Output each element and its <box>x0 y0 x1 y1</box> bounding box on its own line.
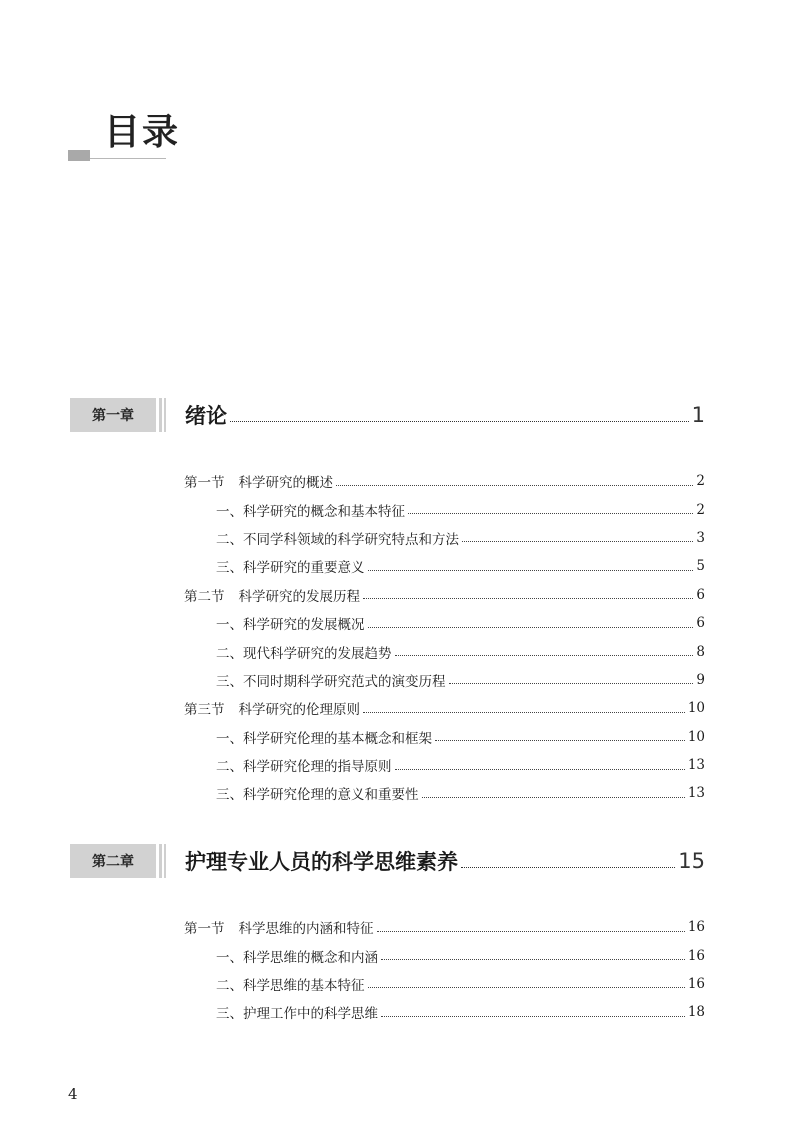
page-title: 目录 <box>104 112 181 153</box>
chapter-1-entries <box>184 467 705 808</box>
subsection-title: 二、现代科学研究的发展趋势 <box>216 645 392 662</box>
subsection-title: 一、科学研究的发展概况 <box>216 617 365 634</box>
dot-leader <box>377 931 685 932</box>
subsection-title: 一、科学思维的概念和内涵 <box>216 949 378 966</box>
page-number: 4 <box>68 1085 78 1103</box>
section-title: 科学研究的发展历程 <box>238 588 360 605</box>
section-number: 第一节 <box>184 475 225 492</box>
toc-page-number: 18 <box>687 1004 705 1021</box>
dot-leader <box>395 655 694 656</box>
toc-subsection[interactable] <box>184 998 705 1026</box>
chapter-2-entries <box>184 913 705 1027</box>
dot-leader <box>461 867 675 868</box>
section-title: 科学思维的内涵和特征 <box>238 921 374 938</box>
toc-page-number: 2 <box>696 473 705 490</box>
toc-subsection[interactable] <box>184 495 705 523</box>
subsection-title: 三、科学研究伦理的意义和重要性 <box>216 787 419 804</box>
subsection-title: 一、科学研究的概念和基本特征 <box>216 503 405 520</box>
section-number: 第二节 <box>184 588 225 605</box>
badge-stripe <box>159 398 162 432</box>
toc-section[interactable] <box>184 581 705 609</box>
chapter-title: 护理专业人员的科学思维素养 <box>185 850 458 874</box>
toc-subsection[interactable] <box>184 970 705 998</box>
title-decoration-block <box>68 150 90 161</box>
dot-leader <box>230 421 689 422</box>
subsection-title: 三、科学研究的重要意义 <box>216 560 365 577</box>
toc-subsection[interactable] <box>184 609 705 637</box>
toc-section[interactable] <box>184 694 705 722</box>
dot-leader <box>395 769 685 770</box>
subsection-title: 二、不同学科领域的科学研究特点和方法 <box>216 531 459 548</box>
dot-leader <box>336 485 693 486</box>
dot-leader <box>368 570 694 571</box>
toc-subsection[interactable] <box>184 751 705 779</box>
dot-leader <box>449 683 694 684</box>
section-title: 科学研究的伦理原则 <box>238 702 360 719</box>
dot-leader <box>435 740 685 741</box>
toc-page-number: 2 <box>696 501 705 518</box>
subsection-title: 三、护理工作中的科学思维 <box>216 1006 378 1023</box>
chapter-2-heading[interactable] <box>70 844 705 880</box>
toc-page-number: 5 <box>696 558 705 575</box>
title-decoration-line <box>90 158 166 159</box>
dot-leader <box>422 797 685 798</box>
subsection-title: 三、不同时期科学研究范式的演变历程 <box>216 673 446 690</box>
toc-page-number: 8 <box>696 643 705 660</box>
dot-leader <box>381 1016 685 1017</box>
toc-page-number: 10 <box>687 728 705 745</box>
badge-stripe <box>164 844 166 878</box>
dot-leader <box>363 598 693 599</box>
dot-leader <box>408 513 693 514</box>
toc-page-number: 16 <box>687 919 705 936</box>
chapter-page-number: 1 <box>691 403 705 427</box>
toc-subsection[interactable] <box>184 637 705 665</box>
toc-page-number: 13 <box>687 757 705 774</box>
toc-section[interactable] <box>184 913 705 941</box>
chapter-badge: 第二章 <box>70 844 156 878</box>
toc-page-number: 10 <box>687 700 705 717</box>
chapter-badge: 第一章 <box>70 398 156 432</box>
toc-page-number: 6 <box>696 615 705 632</box>
toc-section[interactable] <box>184 467 705 495</box>
dot-leader <box>368 627 694 628</box>
chapter-title: 绪论 <box>185 404 227 428</box>
toc-subsection[interactable] <box>184 779 705 807</box>
toc-subsection[interactable] <box>184 941 705 969</box>
badge-stripe <box>164 398 166 432</box>
toc-page-number: 3 <box>696 529 705 546</box>
toc-subsection[interactable] <box>184 552 705 580</box>
subsection-title: 二、科学思维的基本特征 <box>216 977 365 994</box>
chapter-page-number: 15 <box>678 849 705 873</box>
chapter-1-heading[interactable] <box>70 398 705 434</box>
subsection-title: 二、科学研究伦理的指导原则 <box>216 759 392 776</box>
toc-page-number: 16 <box>687 947 705 964</box>
toc-subsection[interactable] <box>184 723 705 751</box>
badge-stripe <box>159 844 162 878</box>
section-title: 科学研究的概述 <box>238 475 333 492</box>
dot-leader <box>462 541 693 542</box>
section-number: 第三节 <box>184 702 225 719</box>
toc-page-number: 13 <box>687 785 705 802</box>
dot-leader <box>363 712 685 713</box>
toc-subsection[interactable] <box>184 666 705 694</box>
toc-subsection[interactable] <box>184 524 705 552</box>
toc-page-number: 6 <box>696 586 705 603</box>
toc-page-number: 9 <box>696 671 705 688</box>
subsection-title: 一、科学研究伦理的基本概念和框架 <box>216 730 432 747</box>
section-number: 第一节 <box>184 921 225 938</box>
dot-leader <box>381 959 685 960</box>
toc-page-number: 16 <box>687 975 705 992</box>
dot-leader <box>368 987 685 988</box>
